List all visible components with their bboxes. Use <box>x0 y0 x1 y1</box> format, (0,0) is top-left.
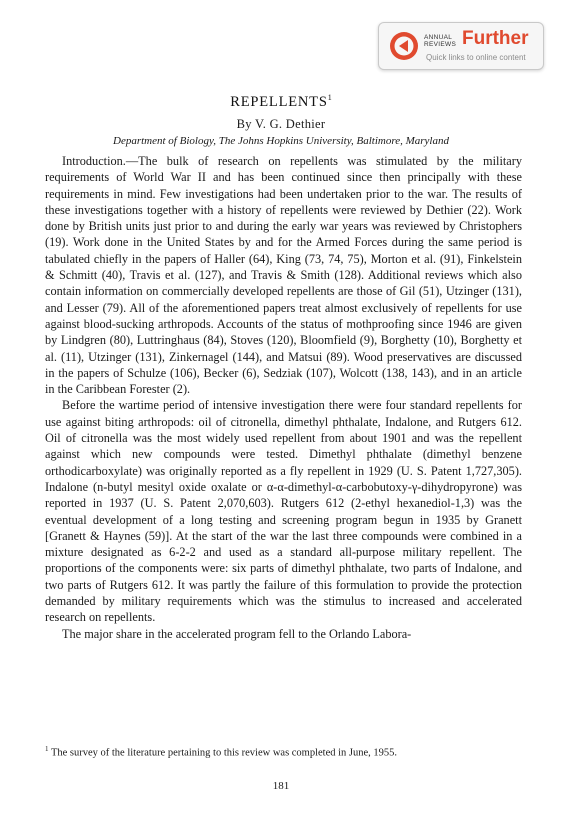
page-number: 181 <box>272 780 290 792</box>
article-affiliation: Department of Biology, The Johns Hopkins University, Baltimore, Maryland <box>113 135 449 147</box>
badge-annual-text: ANNUAL <box>424 34 453 41</box>
article-author: By V. G. Dethier <box>236 117 326 131</box>
footnote <box>45 743 522 760</box>
body-paragraph: The major share in the accelerated program fell to the Orlando Labora- <box>62 626 412 641</box>
annual-reviews-logo-icon <box>389 31 419 61</box>
article-title-text: REPELLENTS <box>230 93 328 110</box>
annual-reviews-further-badge[interactable] <box>378 22 544 70</box>
article-title <box>0 93 562 111</box>
badge-reviews-text: REVIEWS <box>424 41 457 48</box>
body-paragraph: Introduction.—The bulk of research on repellents was stimulated by the military requirements of World War II and has been continued since then principally with these requirements in mind. Few investigations had been undertaken prior to the war. The results of these investigations together with a history of repellents were reviewed by Dethier (22). Work done by British units just prior to and during the early war years was reviewed by Christophers (19). Work done in the United States by and for the Armed Forces during the same period is tabulated chiefly in the papers of Haller (64), King (73, 74, 75), Morton et al. (91), Finkelstein & Schmitt (40), Travis et al. (127), and Travis & Smith (128). Additional reviews which also contain information on commercially developed repellents are those of Gil (51), Utzinger (131), and Lesser (79). All of the aforementioned papers treat almost exclusively of repellents for use against blood-sucking arthropods. Accounts of the status of mothproofing since 1946 are given by Lindgren (80), Luttringhaus (84), Stoves (120), Bloomfield (9), Borghetty (10), Borghetty et al. (11), Utzinger (131), Zinkernagel (144), and Matsui (89). Wood preservatives are discussed in the papers of Schulze (106), Becker (6), Sedziak (107), Wolcott (138, 143), and in an article in the Caribbean Forester (2). <box>45 154 522 397</box>
title-footnote-mark[interactable]: 1 <box>327 93 332 102</box>
annual-reviews-wordmark <box>424 34 464 48</box>
article-body <box>45 153 522 642</box>
body-paragraph: Before the wartime period of intensive investigation there were four standard repellents for use against biting arthropods: oil of citronella, dimethyl phthalate, Indalone, and Rutgers 612. Oil of citronella was the most widely used repellent from about 1901 and was the repellent against which new compounds were tested. Dimethyl phthalate (dimethyl benzene orthodicarboxylate) was originally reported as a fly repellent in 1929 (U. S. Patent 1,727,305). Indalone (n-butyl mesityl oxide oxalate or α-α-dimethyl-α-carbobutoxy-γ-dihydropyrone) was reported in 1937 (U. S. Patent 2,070,603). Rutgers 612 (2-ethyl hexanediol-1,3) was the eventual development of a long testing and screening program begun in 1935 by Granett [Granett & Haynes (59)]. At the start of the war the last three compounds were combined in a mixture designated as 6-2-2 and used as a standard all-purpose military repellent. The proportions of the components were: six parts of dimethyl phthalate, two parts of Indalone, and two parts of Rutgers 612. It was partly the failure of this formulation to provide the protection demanded by military requirements which was the stimulus to increased and accelerated research on repellents. <box>45 398 522 625</box>
footnote-text: The survey of the literature pertaining to this review was completed in June, 1955. <box>50 747 398 759</box>
badge-further-text: Further <box>462 28 529 49</box>
footnote-mark: 1 <box>45 745 49 753</box>
badge-tagline: Quick links to online content <box>426 53 526 62</box>
